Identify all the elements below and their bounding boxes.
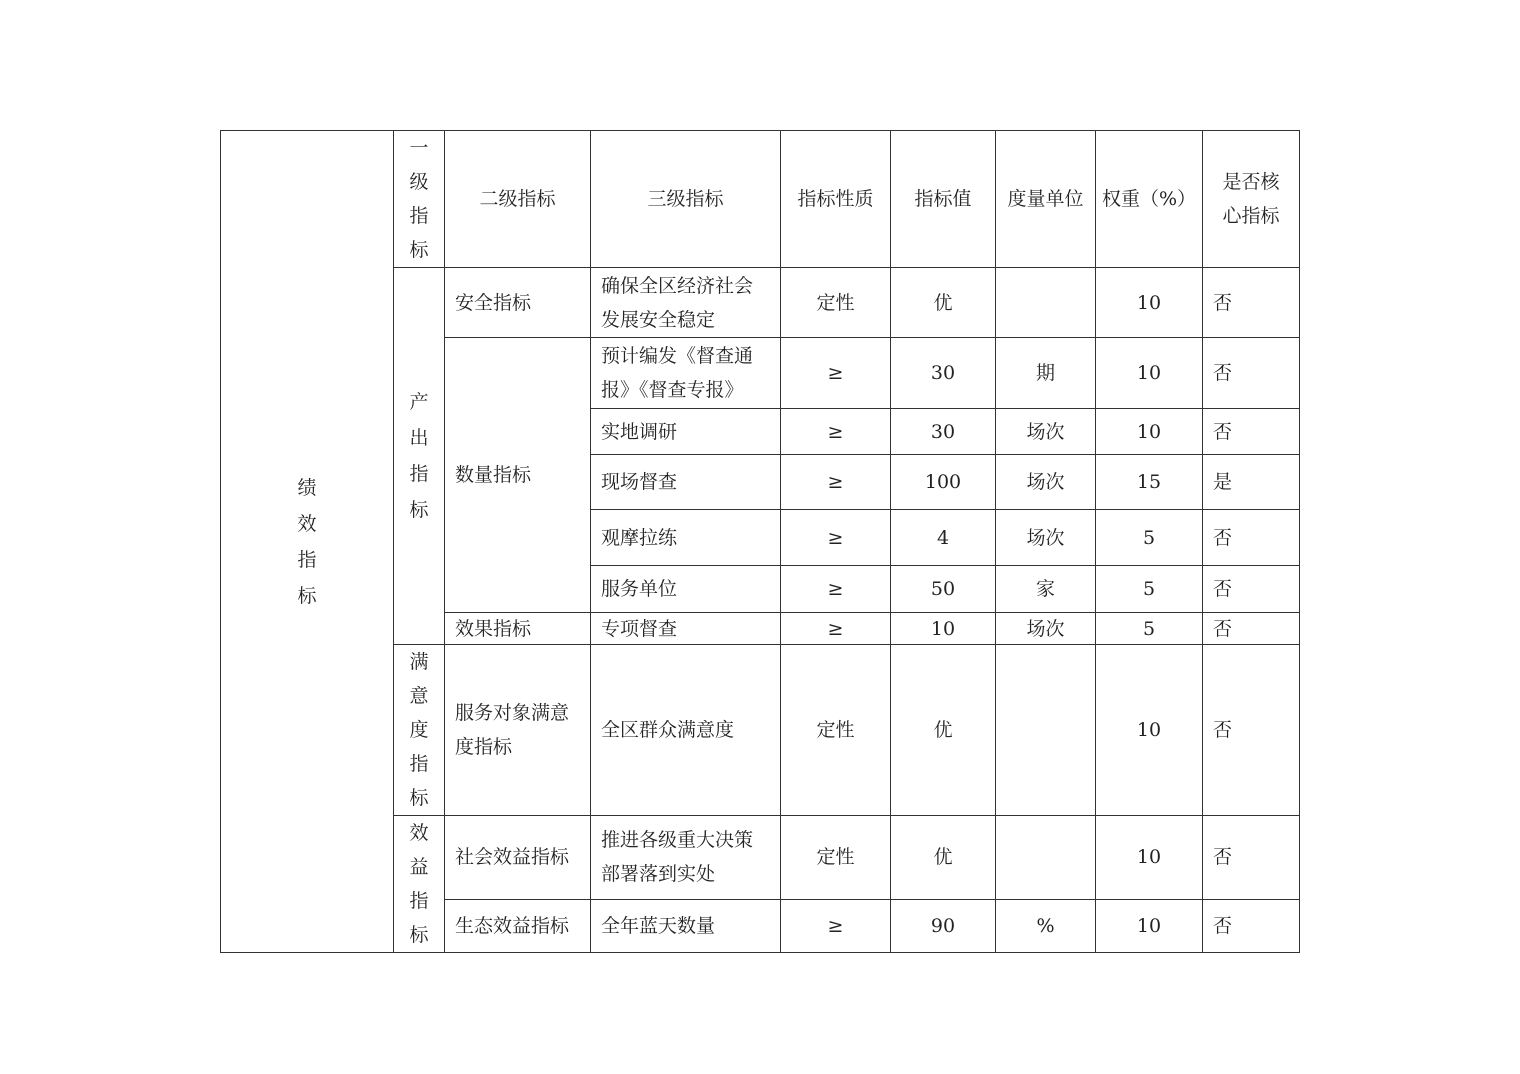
header-row <box>221 131 1300 268</box>
performance-indicator-table <box>220 130 1300 953</box>
weight-cell: 10 <box>1096 268 1203 338</box>
level3-cell: 确保全区经济社会发展安全稳定 <box>591 268 781 338</box>
level3-cell: 全年蓝天数量 <box>591 899 781 952</box>
nature-cell: 定性 <box>781 816 891 900</box>
header-level2: 二级指标 <box>445 131 591 268</box>
level3-cell: 预计编发《督查通报》《督查专报》 <box>591 338 781 409</box>
level2-cell: 数量指标 <box>445 338 591 613</box>
weight-cell: 5 <box>1096 566 1203 613</box>
value-cell: 优 <box>891 268 996 338</box>
unit-cell: 场次 <box>996 409 1096 455</box>
level2-cell: 安全指标 <box>445 268 591 338</box>
nature-cell: ≥ <box>781 455 891 510</box>
core-cell: 否 <box>1203 338 1300 409</box>
weight-cell: 5 <box>1096 613 1203 645</box>
value-cell: 30 <box>891 409 996 455</box>
level3-cell: 全区群众满意度 <box>591 645 781 816</box>
unit-cell: 场次 <box>996 455 1096 510</box>
nature-cell: ≥ <box>781 613 891 645</box>
outer-label: 绩效指标 <box>297 476 317 607</box>
core-cell: 否 <box>1203 613 1300 645</box>
core-cell: 是 <box>1203 455 1300 510</box>
nature-cell: ≥ <box>781 409 891 455</box>
header-weight: 权重（%） <box>1096 131 1203 268</box>
header-value: 指标值 <box>891 131 996 268</box>
header-unit: 度量单位 <box>996 131 1096 268</box>
core-cell: 否 <box>1203 899 1300 952</box>
value-cell: 4 <box>891 510 996 566</box>
level2-cell: 效果指标 <box>445 613 591 645</box>
unit-cell: % <box>996 899 1096 952</box>
nature-cell: ≥ <box>781 510 891 566</box>
unit-cell <box>996 268 1096 338</box>
weight-cell: 10 <box>1096 645 1203 816</box>
value-cell: 90 <box>891 899 996 952</box>
value-cell: 优 <box>891 816 996 900</box>
unit-cell: 期 <box>996 338 1096 409</box>
header-core: 是否核心指标 <box>1203 131 1300 268</box>
unit-cell: 家 <box>996 566 1096 613</box>
unit-cell <box>996 645 1096 816</box>
level3-cell: 服务单位 <box>591 566 781 613</box>
level3-cell: 实地调研 <box>591 409 781 455</box>
level2-cell: 社会效益指标 <box>445 816 591 900</box>
level3-cell: 现场督查 <box>591 455 781 510</box>
level3-cell: 推进各级重大决策部署落到实处 <box>591 816 781 900</box>
header-level3: 三级指标 <box>591 131 781 268</box>
value-cell: 优 <box>891 645 996 816</box>
nature-cell: 定性 <box>781 645 891 816</box>
unit-cell <box>996 816 1096 900</box>
core-cell: 否 <box>1203 816 1300 900</box>
unit-cell: 场次 <box>996 613 1096 645</box>
weight-cell: 5 <box>1096 510 1203 566</box>
weight-cell: 10 <box>1096 409 1203 455</box>
core-cell: 否 <box>1203 268 1300 338</box>
unit-cell: 场次 <box>996 510 1096 566</box>
group-benefit: 效益指标 <box>394 816 445 953</box>
level3-cell: 观摩拉练 <box>591 510 781 566</box>
value-cell: 100 <box>891 455 996 510</box>
level2-cell: 生态效益指标 <box>445 899 591 952</box>
header-nature: 指标性质 <box>781 131 891 268</box>
nature-cell: ≥ <box>781 899 891 952</box>
nature-cell: ≥ <box>781 338 891 409</box>
weight-cell: 10 <box>1096 338 1203 409</box>
weight-cell: 15 <box>1096 455 1203 510</box>
weight-cell: 10 <box>1096 899 1203 952</box>
core-cell: 否 <box>1203 645 1300 816</box>
value-cell: 50 <box>891 566 996 613</box>
core-cell: 否 <box>1203 409 1300 455</box>
header-level1: 一级指标 <box>394 131 445 268</box>
core-cell: 否 <box>1203 510 1300 566</box>
weight-cell: 10 <box>1096 816 1203 900</box>
group-output: 产出指标 <box>394 268 445 645</box>
value-cell: 10 <box>891 613 996 645</box>
level2-cell: 服务对象满意度指标 <box>445 645 591 816</box>
value-cell: 30 <box>891 338 996 409</box>
nature-cell: 定性 <box>781 268 891 338</box>
level3-cell: 专项督查 <box>591 613 781 645</box>
core-cell: 否 <box>1203 566 1300 613</box>
nature-cell: ≥ <box>781 566 891 613</box>
group-satisfaction: 满意度指标 <box>394 645 445 816</box>
outer-label-cell <box>221 131 394 953</box>
